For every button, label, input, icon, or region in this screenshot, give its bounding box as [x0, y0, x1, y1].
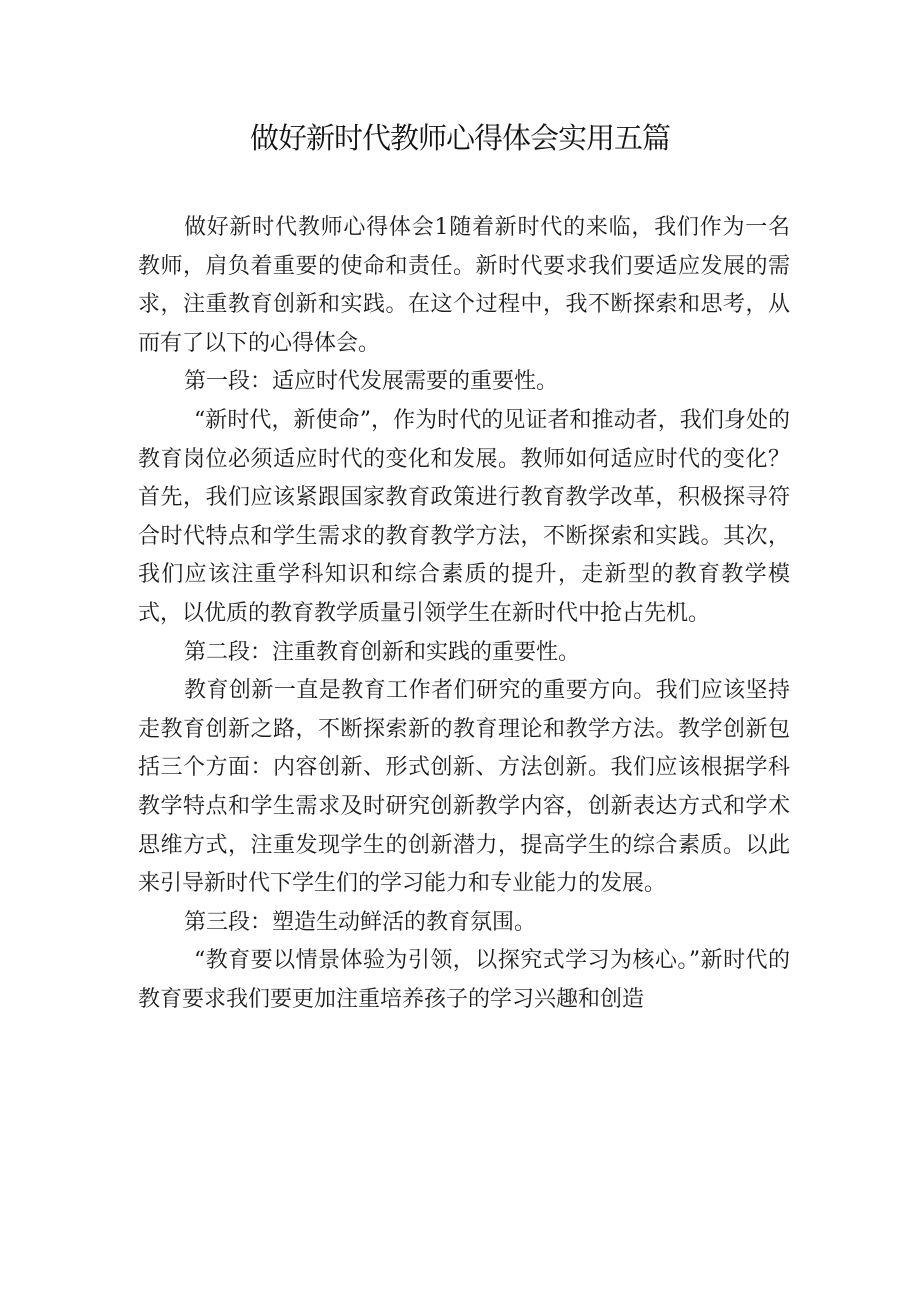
section-heading-1: 第一段：适应时代发展需要的重要性。: [184, 369, 559, 395]
section-heading-3: 第三段：塑造生动鲜活的教育氛围。: [184, 909, 537, 935]
section-3-paragraph: “教育要以情景体验为引领，以探究式学习为核心。”新时代的教育要求我们要更加注重培养孩子的学习兴趣和创造: [138, 948, 790, 1012]
intro-paragraph: 做好新时代教师心得体会1随着新时代的来临，我们作为一名教师，肩负着重要的使命和责任。新时代要求我们要适应发展的需求，注重教育创新和实践。在这个过程中，我不断探索和思考，从而有了以下的心得体会。: [138, 215, 790, 356]
section-1-paragraph: “新时代，新使命”，作为时代的见证者和推动者，我们身处的教育岗位必须适应时代的变化和发展。教师如何适应时代的变化？首先，我们应该紧跟国家教育政策进行教育教学改革，积极探寻符合时代特点和学生需求的教育教学方法，不断探索和实践。其次，我们应该注重学科知识和综合素质的提升，走新型的教育教学模式，以优质的教育教学质量引领学生在新时代中抢占先机。: [138, 407, 790, 626]
section-heading-2: 第二段：注重教育创新和实践的重要性。: [184, 639, 581, 665]
document-body: [138, 209, 790, 1019]
section-2-paragraph: 教育创新一直是教育工作者们研究的重要方向。我们应该坚持走教育创新之路，不断探索新的教育理论和教学方法。教学创新包括三个方面：内容创新、形式创新、方法创新。我们应该根据学科教学特点和学生需求及时研究创新教学内容，创新表达方式和学术思维方式，注重发现学生的创新潜力，提高学生的综合素质。以此来引导新时代下学生们的学习能力和专业能力的发展。: [138, 678, 790, 897]
document-title: 做好新时代教师心得体会实用五篇: [249, 121, 670, 155]
